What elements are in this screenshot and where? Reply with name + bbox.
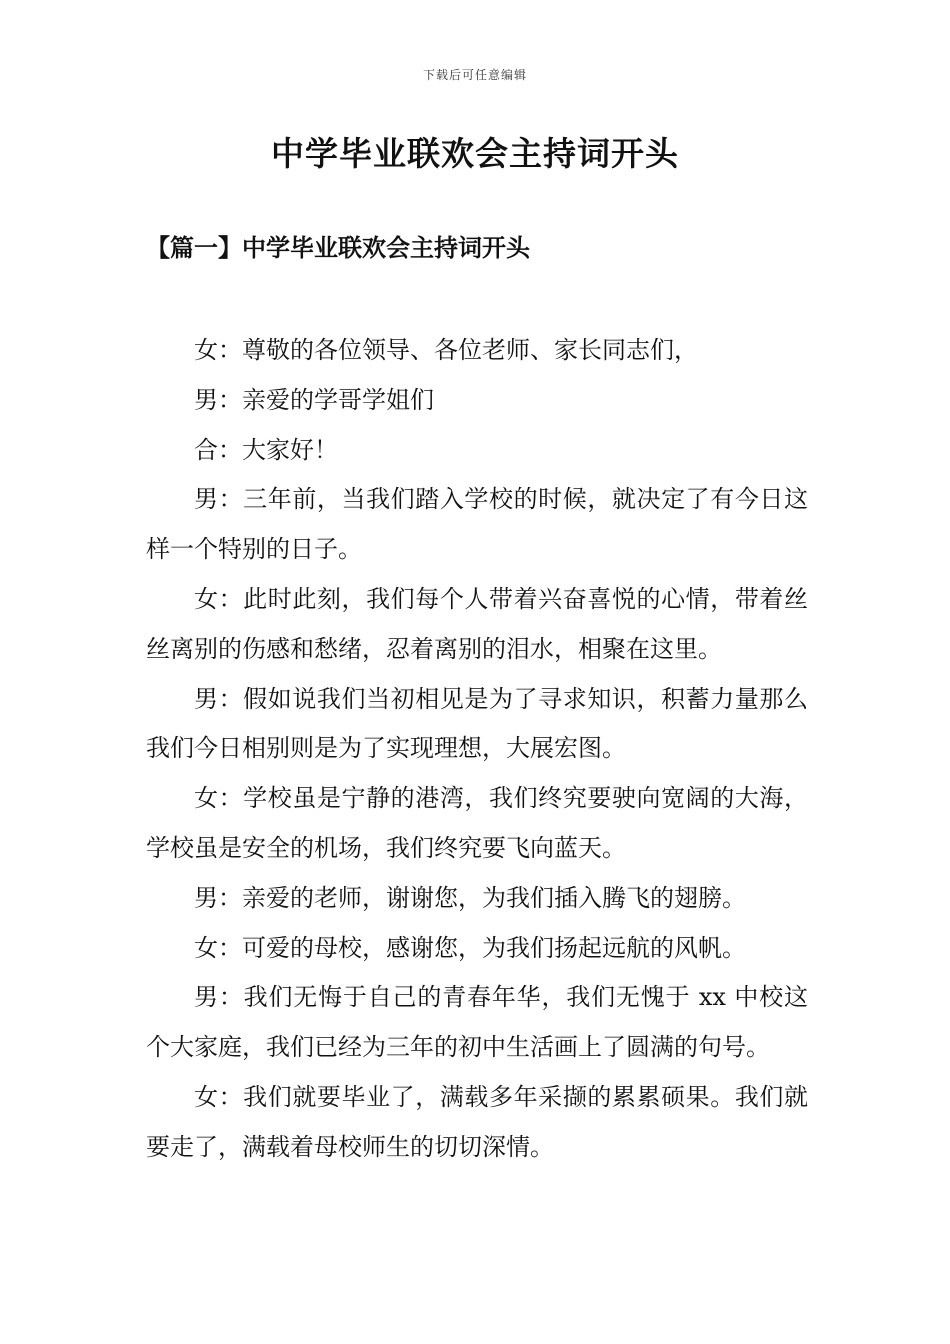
paragraph: 女：尊敬的各位领导、各位老师、家长同志们， — [194, 336, 698, 364]
paragraph: 女：此时此刻，我们每个人带着兴奋喜悦的心情，带着丝丝离别的伤感和愁绪，忍着离别的泪水，相聚在这里。 — [146, 584, 808, 663]
paragraph: 女：学校虽是宁静的港湾，我们终究要驶向宽阔的大海，学校虽是安全的机场，我们终究要飞向蓝天。 — [146, 784, 808, 862]
paragraph: 女：可爱的母校，感谢您，为我们扬起远航的风帆。 — [194, 933, 746, 962]
paragraph: 男：亲爱的老师，谢谢您，为我们插入腾飞的翅膀。 — [194, 883, 746, 912]
document-title: 中学毕业联欢会主持词开头 — [271, 134, 679, 173]
paragraph: 女：我们就要毕业了，满载多年采撷的累累硕果。我们就要走了，满载着母校师生的切切深情。 — [146, 1082, 808, 1161]
paragraph: 男：假如说我们当初相见是为了寻求知识，积蓄力量那么我们今日相别则是为了实现理想，大展宏图。 — [146, 684, 808, 763]
paragraph: 合：大家好！ — [194, 435, 338, 464]
paragraph: 男：亲爱的学哥学姐们 — [194, 385, 434, 414]
document-body — [146, 326, 808, 1173]
paragraph: 男：三年前，当我们踏入学校的时候，就决定了有今日这样一个特别的日子。 — [146, 485, 808, 564]
section-heading: 【篇一】中学毕业联欢会主持词开头 — [146, 233, 530, 262]
header-note: 下载后可任意编辑 — [422, 68, 527, 82]
paragraph: 男：我们无悔于自己的青春年华，我们无愧于 xx 中校这个大家庭，我们已经为三年的初中生活画上了圆满的句号。 — [146, 983, 808, 1062]
